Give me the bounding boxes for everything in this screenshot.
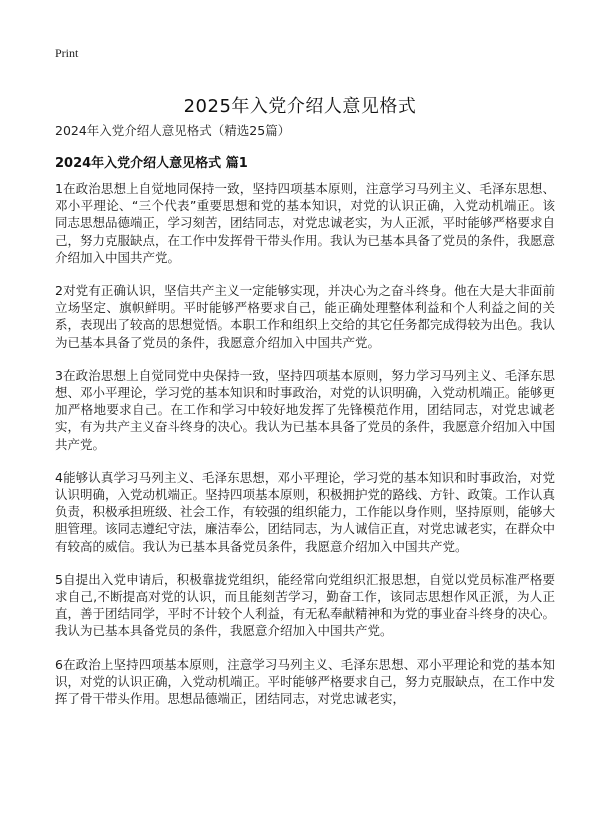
page-title: 2025年入党介绍人意见格式 — [183, 96, 417, 118]
document-body — [55, 180, 555, 723]
section-heading: 2024年入党介绍人意见格式 篇1 — [55, 156, 248, 171]
paragraph-5: 5自提出入党申请后，积极靠拢党组织，能经常向党组织汇报思想，自觉以党员标准严格要求自己,不断提高对党的认识，而且能刻苦学习，勤奋工作，该同志思想作风正派，为人正直，善于团结同学，平时不计较个人利益，有无私奉献精神和为党的事业奋斗终身的决心。我认为已基本具备党员的条件，我愿意介绍加入中国共产党。 — [55, 571, 556, 639]
paragraph-6: 6在政治上坚持四项基本原则，注意学习马列主义、毛泽东思想、邓小平理论和党的基本知识，对党的认识正确，入党动机端正。平时能够严格要求自己，努力克服缺点，在工作中发挥了骨干带头作用。思想品德端正，团结同志，对党忠诚老实， — [55, 656, 556, 707]
paragraph-1: 1在政治思想上自觉地同保持一致，坚持四项基本原则，注意学习马列主义、毛泽东思想、邓小平理论、“三个代表”重要思想和党的基本知识，对党的认识正确，入党动机端正。该同志思想品德端正，学习刻苦，团结同志，对党忠诚老实，为人正派，平时能够严格要求自己，努力克服缺点，在工作中发挥骨干带头作用。我认为已基本具备了党员的条件，我愿意介绍加入中国共产党。 — [55, 181, 556, 265]
paragraph-2: 2对党有正确认识，坚信共产主义一定能够实现，并决心为之奋斗终身。他在大是大非面前立场坚定、旗帜鲜明。平时能够严格要求自己，能正确处理整体利益和个人利益之间的关系，表现出了较高的思想觉悟。本职工作和组织上交给的其它任务都完成得较为出色。我认为已基本具备了党员的条件，我愿意介绍加入中国共产党。 — [55, 283, 556, 350]
document-subtitle: 2024年入党介绍人意见格式（精选25篇） — [55, 123, 291, 138]
paragraph-3: 3在政治思想上自觉同党中央保持一致，坚持四项基本原则，努力学习马列主义、毛泽东思想、邓小平理论，学习党的基本知识和时事政治，对党的认识明确，入党动机端正。能够更加严格地要求自己。在工作和学习中较好地发挥了先锋模范作用，团结同志，对党忠诚老实，有为共产主义奋斗终身的决心。我认为已基本具备了党员的条件，我愿意介绍加入中国共产党。 — [55, 367, 556, 452]
paragraph-4: 4能够认真学习马列主义、毛泽东思想，邓小平理论，学习党的基本知识和时事政治，对党认识明确，入党动机端正。坚持四项基本原则，积极拥护党的路线、方针、政策。工作认真负责，积极承担班级、社会工作，有较强的组织能力，工作能以身作则，坚持原则，能够大胆管理。该同志遵纪守法，廉洁奉公，团结同志，为人诚信正直，对党忠诚老实，在群众中有较高的威信。我认为已基本具备党员条件，我愿意介绍加入中国共产党。 — [55, 469, 556, 554]
print-link[interactable]: Print — [55, 46, 79, 60]
